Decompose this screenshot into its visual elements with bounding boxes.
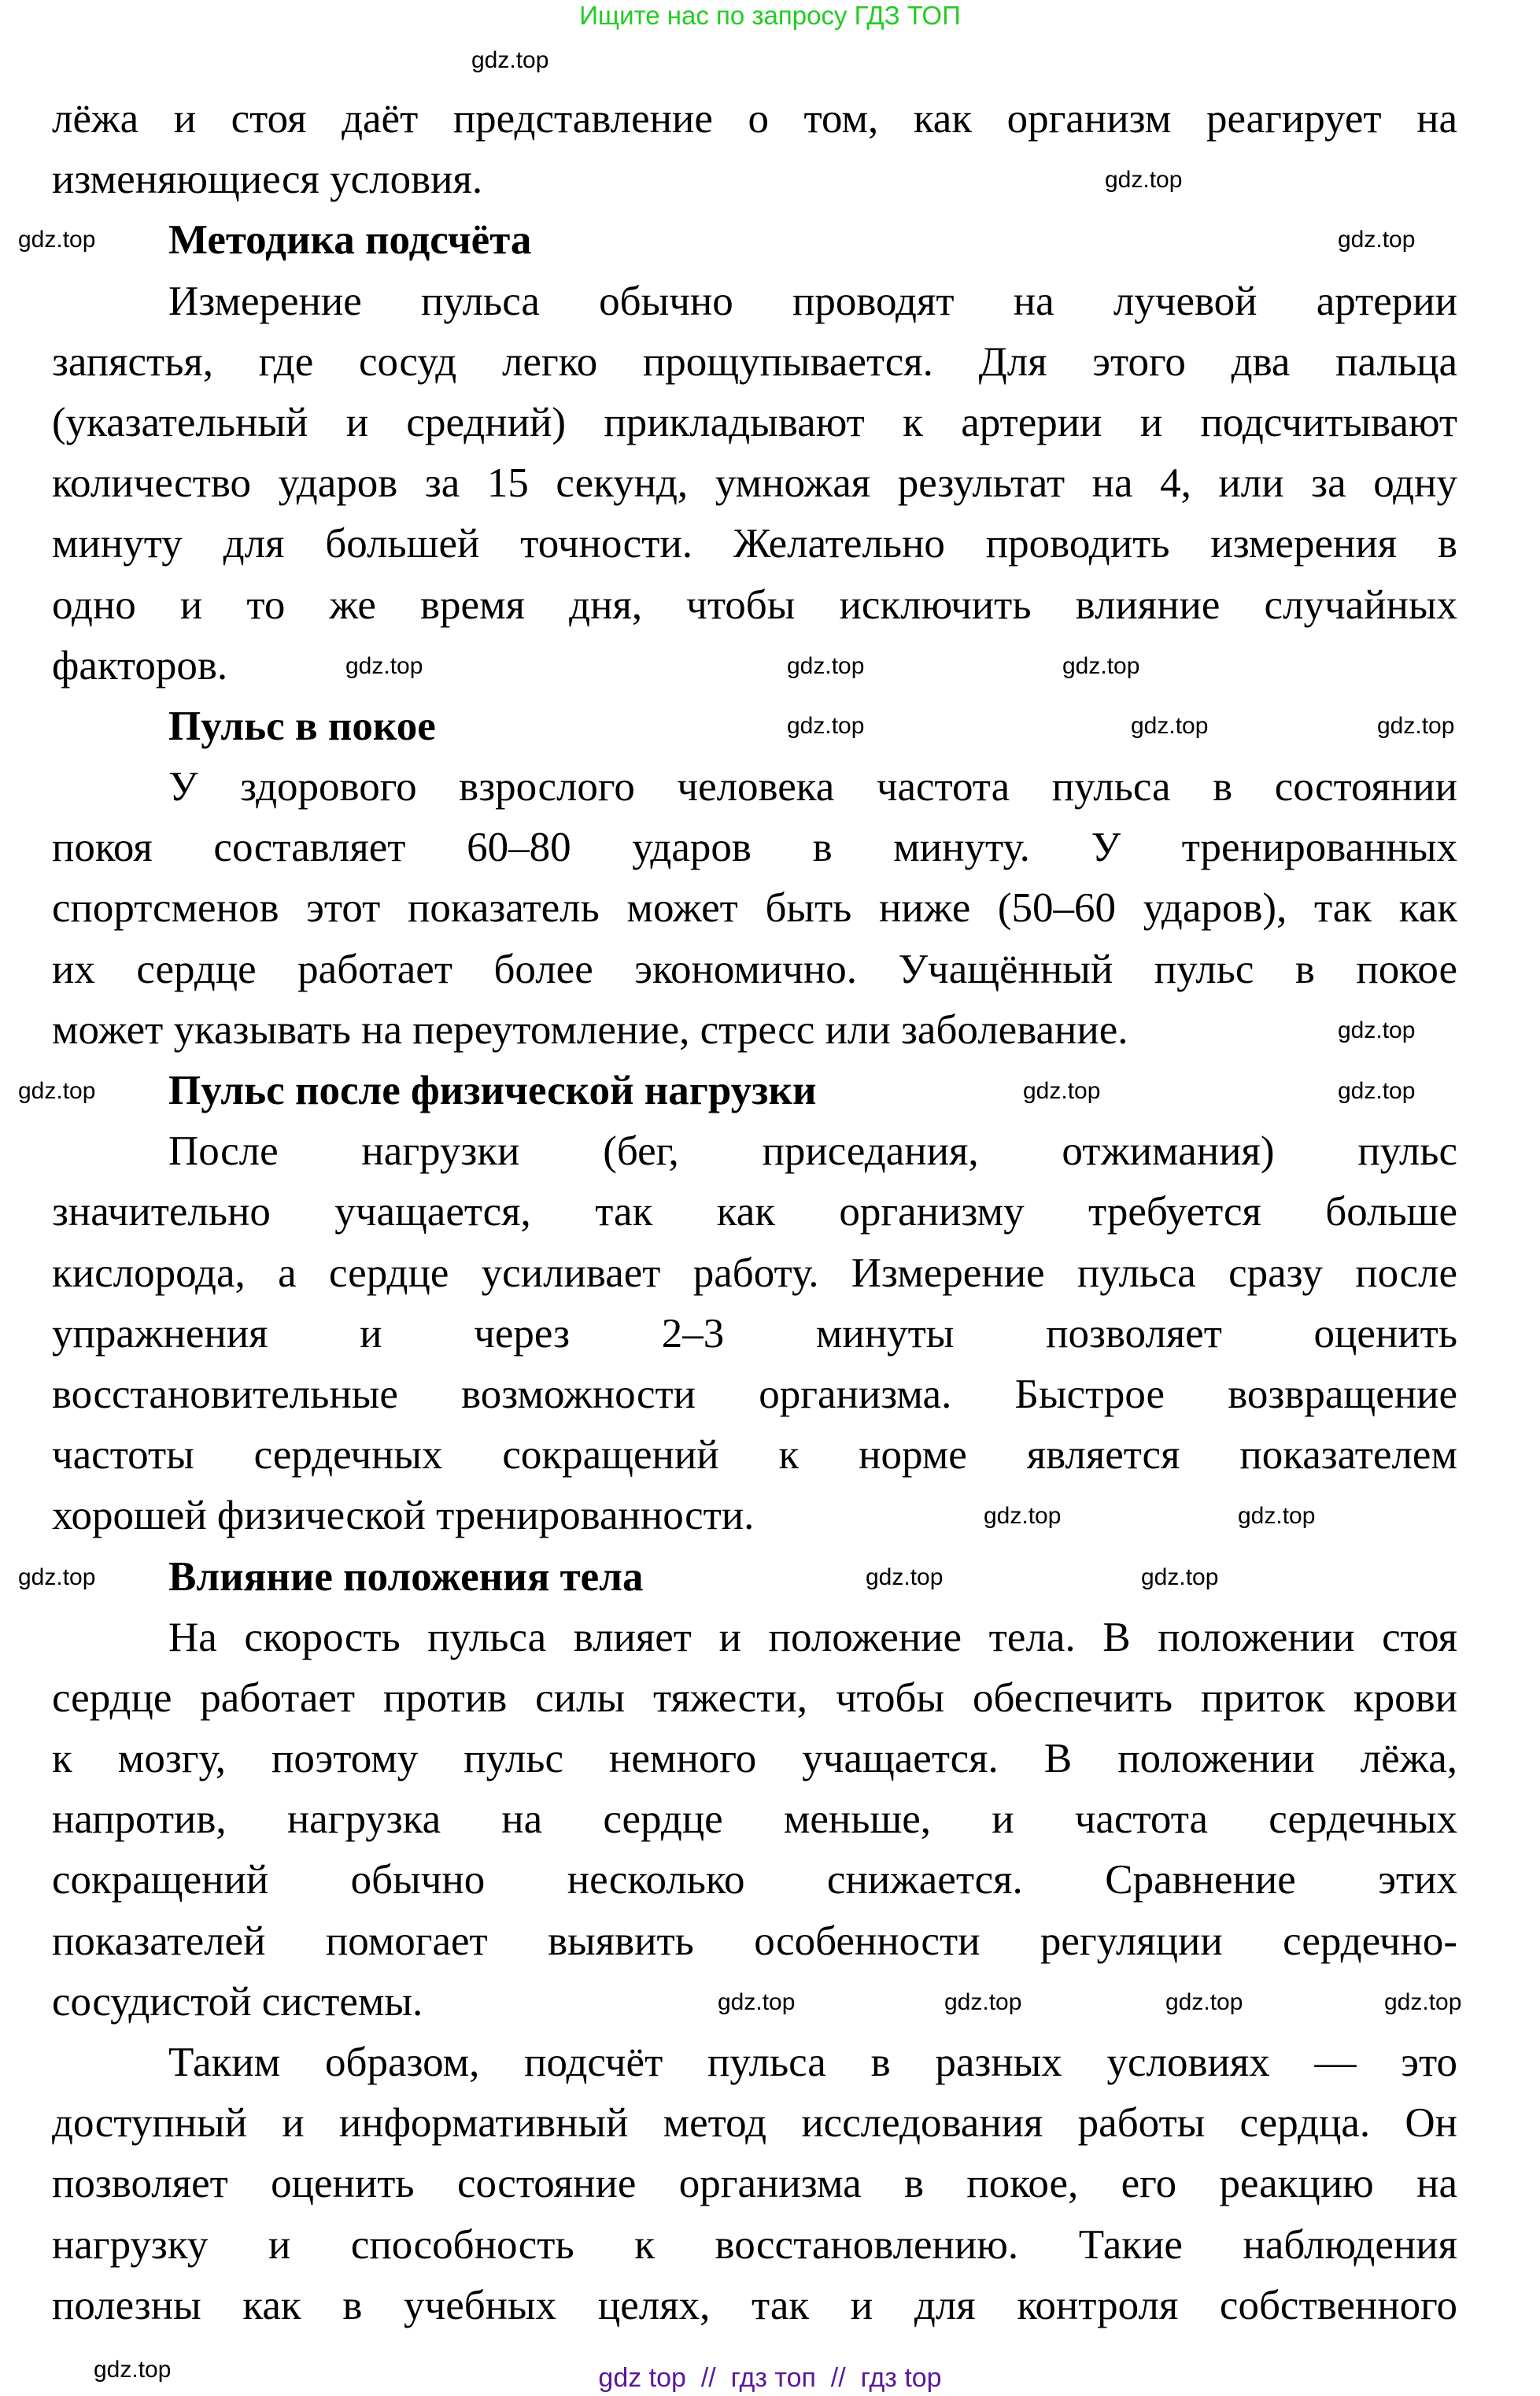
- watermark: gdz.top: [1338, 227, 1416, 253]
- section-heading: Методика подсчёта: [168, 217, 532, 264]
- paragraph-line: спортсменов этот показатель может быть ниже (50–60 ударов), так как: [52, 885, 1457, 932]
- paragraph-line: лёжа и стоя даёт представление о том, как организм реагирует на: [52, 96, 1457, 142]
- paragraph-line: доступный и информативный метод исследования работы сердца. Он: [52, 2100, 1457, 2147]
- watermark: gdz.top: [1141, 1564, 1219, 1590]
- watermark: gdz.top: [1338, 1078, 1416, 1104]
- paragraph-line: Таким образом, подсчёт пульса в разных условиях — это: [168, 2040, 1457, 2085]
- watermark: gdz.top: [1105, 167, 1183, 193]
- paragraph-line: одно и то же время дня, чтобы исключить влияние случайных: [52, 581, 1457, 628]
- watermark: gdz.top: [18, 1564, 96, 1590]
- paragraph-line: восстановительные возможности организма. Быстрое возвращение: [52, 1371, 1457, 1417]
- paragraph-line: может указывать на переутомление, стресс или заболевание.: [52, 1006, 1128, 1053]
- paragraph-line: кислорода, а сердце усиливает работу. Измерение пульса сразу после: [52, 1250, 1457, 1296]
- paragraph-line: нагрузку и способность к восстановлению. Такие наблюдения: [52, 2221, 1457, 2268]
- section-heading: Влияние положения тела: [168, 1553, 644, 1600]
- paragraph-line: количество ударов за 15 секунд, умножая результат на 4, или за одну: [52, 460, 1457, 507]
- paragraph-line: упражнения и через 2–3 минуты позволяет оценить: [52, 1310, 1457, 1357]
- paragraph-line: сердце работает против силы тяжести, чтобы обеспечить приток крови: [52, 1674, 1457, 1721]
- paragraph-line: значительно учащается, так как организму требуется больше: [52, 1189, 1457, 1235]
- paragraph-line: позволяет оценить состояние организма в покое, его реакцию на: [52, 2161, 1457, 2207]
- watermark: gdz.top: [18, 1078, 96, 1104]
- paragraph-line: У здорового взрослого человека частота пульса в состоянии: [168, 764, 1457, 810]
- watermark: gdz.top: [718, 1989, 796, 2015]
- watermark: gdz.top: [18, 227, 96, 253]
- paragraph-line: После нагрузки (бег, приседания, отжимания) пульс: [168, 1128, 1457, 1175]
- paragraph-line: факторов.: [52, 642, 228, 689]
- paragraph-line: Измерение пульса обычно проводят на лучевой артерии: [168, 278, 1457, 324]
- watermark: gdz.top: [471, 47, 549, 73]
- section-heading: Пульс в покое: [168, 703, 436, 749]
- paragraph-line: (указательный и средний) прикладывают к артерии и подсчитывают: [52, 399, 1457, 445]
- watermark: gdz.top: [1165, 1989, 1243, 2015]
- watermark: gdz.top: [1023, 1078, 1101, 1104]
- watermark: gdz.top: [1131, 713, 1209, 739]
- paragraph-line: частоты сердечных сокращений к норме является показателем: [52, 1432, 1457, 1479]
- watermark: gdz.top: [1338, 1017, 1416, 1043]
- paragraph-line: хорошей физической тренированности.: [52, 1493, 755, 1539]
- search-banner: Ищите нас по запросу ГДЗ ТОП: [579, 1, 961, 30]
- paragraph-line: напротив, нагрузка на сердце меньше, и частота сердечных: [52, 1796, 1457, 1843]
- section-heading: Пульс после физической нагрузки: [168, 1068, 817, 1113]
- paragraph-line: На скорость пульса влияет и положение тела. В положении стоя: [168, 1614, 1457, 1660]
- paragraph-line: полезны как в учебных целях, так и для контроля собственного: [52, 2282, 1457, 2328]
- watermark: gdz.top: [1062, 653, 1140, 679]
- paragraph-line: их сердце работает более экономично. Учащённый пульс в покое: [52, 946, 1457, 992]
- paragraph-line: запястья, где сосуд легко прощупывается. Для этого два пальца: [52, 338, 1457, 385]
- paragraph-line: изменяющиеся условия.: [52, 157, 483, 203]
- paragraph-line: минуту для большей точности. Желательно проводить измерения в: [52, 521, 1457, 567]
- paragraph-line: показателей помогает выявить особенности регуляции сердечно-: [52, 1918, 1457, 1964]
- watermark: gdz.top: [1377, 713, 1455, 739]
- watermark: gdz.top: [787, 713, 865, 739]
- watermark: gdz.top: [787, 653, 865, 679]
- watermark: gdz.top: [1384, 1989, 1462, 2015]
- paragraph-line: покоя составляет 60–80 ударов в минуту. У тренированных: [52, 825, 1457, 871]
- paragraph-line: к мозгу, поэтому пульс немного учащается. В положении лёжа,: [52, 1736, 1457, 1782]
- paragraph-line: сокращений обычно несколько снижается. Сравнение этих: [52, 1857, 1457, 1903]
- watermark: gdz.top: [94, 2357, 172, 2383]
- watermark: gdz.top: [1238, 1503, 1316, 1529]
- watermark: gdz.top: [984, 1503, 1062, 1529]
- watermark: gdz.top: [944, 1989, 1022, 2015]
- footer-links: gdz top // гдз топ // гдз top: [598, 2363, 942, 2393]
- watermark: gdz.top: [866, 1564, 944, 1590]
- paragraph-line: сосудистой системы.: [52, 1978, 423, 2025]
- watermark: gdz.top: [345, 653, 423, 679]
